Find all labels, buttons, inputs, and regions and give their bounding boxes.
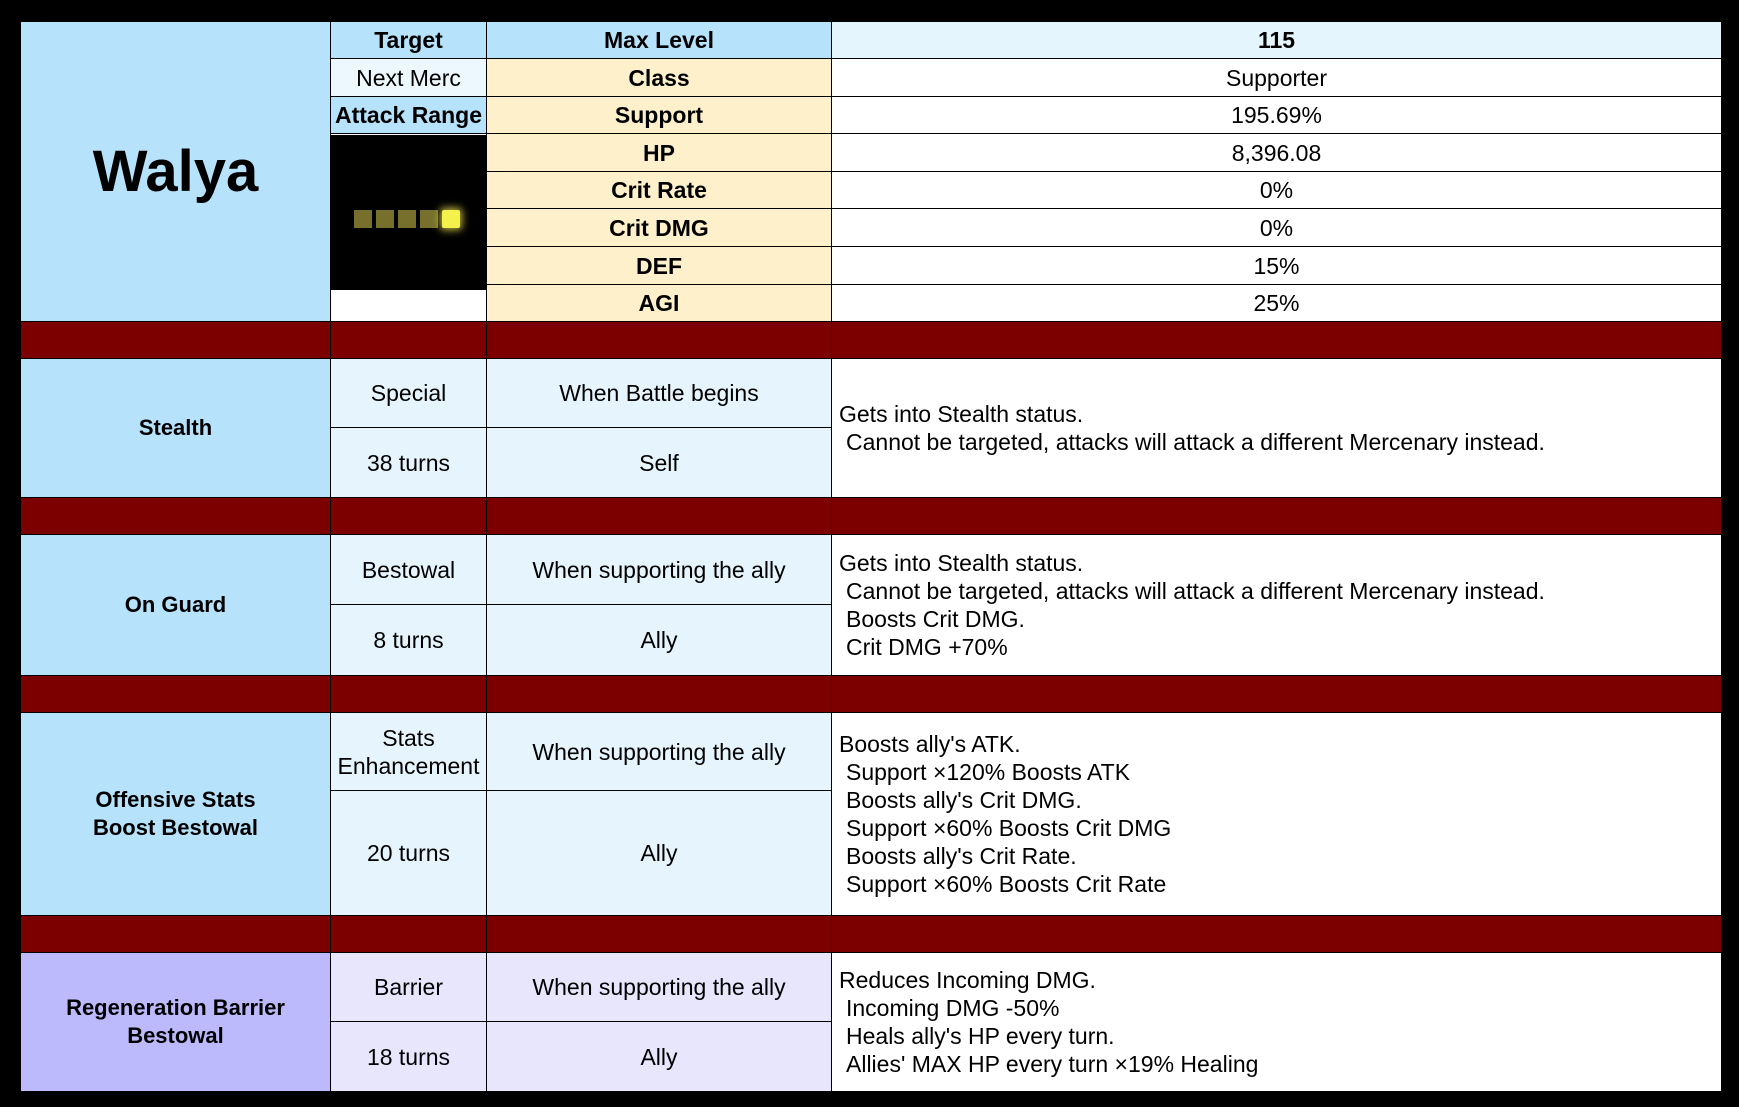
desc-line: Support ×60% Boosts Crit DMG	[846, 815, 1172, 841]
separator-row	[21, 676, 330, 712]
next-merc-link[interactable]: Next Merc	[331, 59, 486, 96]
merc-info-sheet	[21, 22, 1718, 1084]
range-pip-active-icon	[442, 210, 460, 228]
stat-value-support: 195.69%	[832, 97, 1721, 133]
stat-label-agi: AGI	[487, 285, 831, 321]
stat-value-class: Supporter	[832, 59, 1721, 96]
skill-name	[21, 359, 330, 497]
desc-line: Boosts ally's Crit Rate.	[846, 843, 1077, 869]
skill-description	[832, 359, 1721, 497]
separator-row	[21, 322, 330, 358]
desc-line: Cannot be targeted, attacks will attack a different Mercenary instead.	[846, 429, 1545, 455]
skill-target: Ally	[487, 605, 831, 675]
skill-name-line: Bestowal	[127, 1023, 224, 1048]
attack-range-indicator	[331, 135, 486, 290]
separator-row	[331, 916, 486, 952]
skill-type: Barrier	[331, 953, 486, 1021]
skill-type: Bestowal	[331, 535, 486, 604]
skill-duration: 18 turns	[331, 1022, 486, 1091]
stat-value-agi: 25%	[832, 285, 1721, 321]
range-pip-icon	[376, 210, 394, 228]
stat-value-def: 15%	[832, 247, 1721, 284]
skill-duration: 20 turns	[331, 791, 486, 915]
separator-row	[832, 498, 1721, 534]
skill-name	[21, 535, 330, 675]
desc-line: Incoming DMG -50%	[846, 995, 1060, 1021]
attack-range-cell	[331, 134, 486, 321]
desc-line: Allies' MAX HP every turn ×19% Healing	[846, 1051, 1259, 1077]
stat-label-class: Class	[487, 59, 831, 96]
skill-type-line: Stats	[382, 724, 435, 751]
stat-value-crit-dmg: 0%	[832, 209, 1721, 246]
stat-label-def: DEF	[487, 247, 831, 284]
skill-name-line: Stealth	[138, 415, 213, 440]
skill-description	[832, 535, 1721, 675]
skill-target: Self	[487, 428, 831, 497]
stat-value-hp: 8,396.08	[832, 134, 1721, 171]
desc-line: Heals ally's HP every turn.	[846, 1023, 1115, 1049]
separator-row	[832, 916, 1721, 952]
separator-row	[331, 322, 486, 358]
attack-range-label: Attack Range	[331, 97, 486, 133]
skill-target: Ally	[487, 791, 831, 915]
max-level-value: 115	[832, 22, 1721, 58]
desc-line: Reduces Incoming DMG.	[839, 967, 1096, 993]
skill-duration: 38 turns	[331, 428, 486, 497]
skill-description	[832, 713, 1721, 915]
skill-type: Special	[331, 359, 486, 427]
desc-line: Boosts ally's ATK.	[839, 731, 1021, 757]
desc-line: Gets into Stealth status.	[839, 401, 1084, 427]
desc-line: Boosts ally's Crit DMG.	[846, 787, 1082, 813]
stat-label-hp: HP	[487, 134, 831, 171]
separator-row	[331, 498, 486, 534]
separator-row	[21, 498, 330, 534]
separator-row	[832, 322, 1721, 358]
skill-name-line: On Guard	[124, 592, 227, 617]
separator-row	[21, 916, 330, 952]
skill-duration: 8 turns	[331, 605, 486, 675]
skill-name-line: Regeneration Barrier	[66, 995, 285, 1020]
separator-row	[487, 916, 831, 952]
desc-line: Crit DMG +70%	[846, 634, 1008, 660]
stat-value-crit-rate: 0%	[832, 172, 1721, 208]
range-pip-icon	[398, 210, 416, 228]
separator-row	[487, 498, 831, 534]
separator-row	[832, 676, 1721, 712]
desc-line: Boosts Crit DMG.	[846, 606, 1025, 632]
skill-trigger: When supporting the ally	[487, 713, 831, 790]
skill-name	[21, 713, 330, 915]
skill-trigger: When supporting the ally	[487, 535, 831, 604]
skill-name-line: Boost Bestowal	[92, 815, 259, 840]
stat-label-crit-dmg: Crit DMG	[487, 209, 831, 246]
skill-trigger: When Battle begins	[487, 359, 831, 427]
desc-line: Cannot be targeted, attacks will attack a different Mercenary instead.	[846, 578, 1545, 604]
max-level-label: Max Level	[487, 22, 831, 58]
desc-line: Support ×120% Boosts ATK	[846, 759, 1131, 785]
stat-label-crit-rate: Crit Rate	[487, 172, 831, 208]
skill-type-line: Enhancement	[337, 752, 480, 779]
desc-line: Gets into Stealth status.	[839, 550, 1084, 576]
skill-name-line: Offensive Stats	[95, 787, 256, 812]
skill-type	[331, 713, 486, 790]
desc-line: Support ×60% Boosts Crit Rate	[846, 871, 1167, 897]
merc-name: Walya	[21, 22, 330, 321]
skill-name	[21, 953, 330, 1091]
target-label: Target	[331, 22, 486, 58]
range-pip-icon	[354, 210, 372, 228]
skill-trigger: When supporting the ally	[487, 953, 831, 1021]
stat-label-support: Support	[487, 97, 831, 133]
separator-row	[331, 676, 486, 712]
separator-row	[487, 676, 831, 712]
skill-target: Ally	[487, 1022, 831, 1091]
separator-row	[487, 322, 831, 358]
range-pip-icon	[420, 210, 438, 228]
skill-description	[832, 953, 1721, 1091]
